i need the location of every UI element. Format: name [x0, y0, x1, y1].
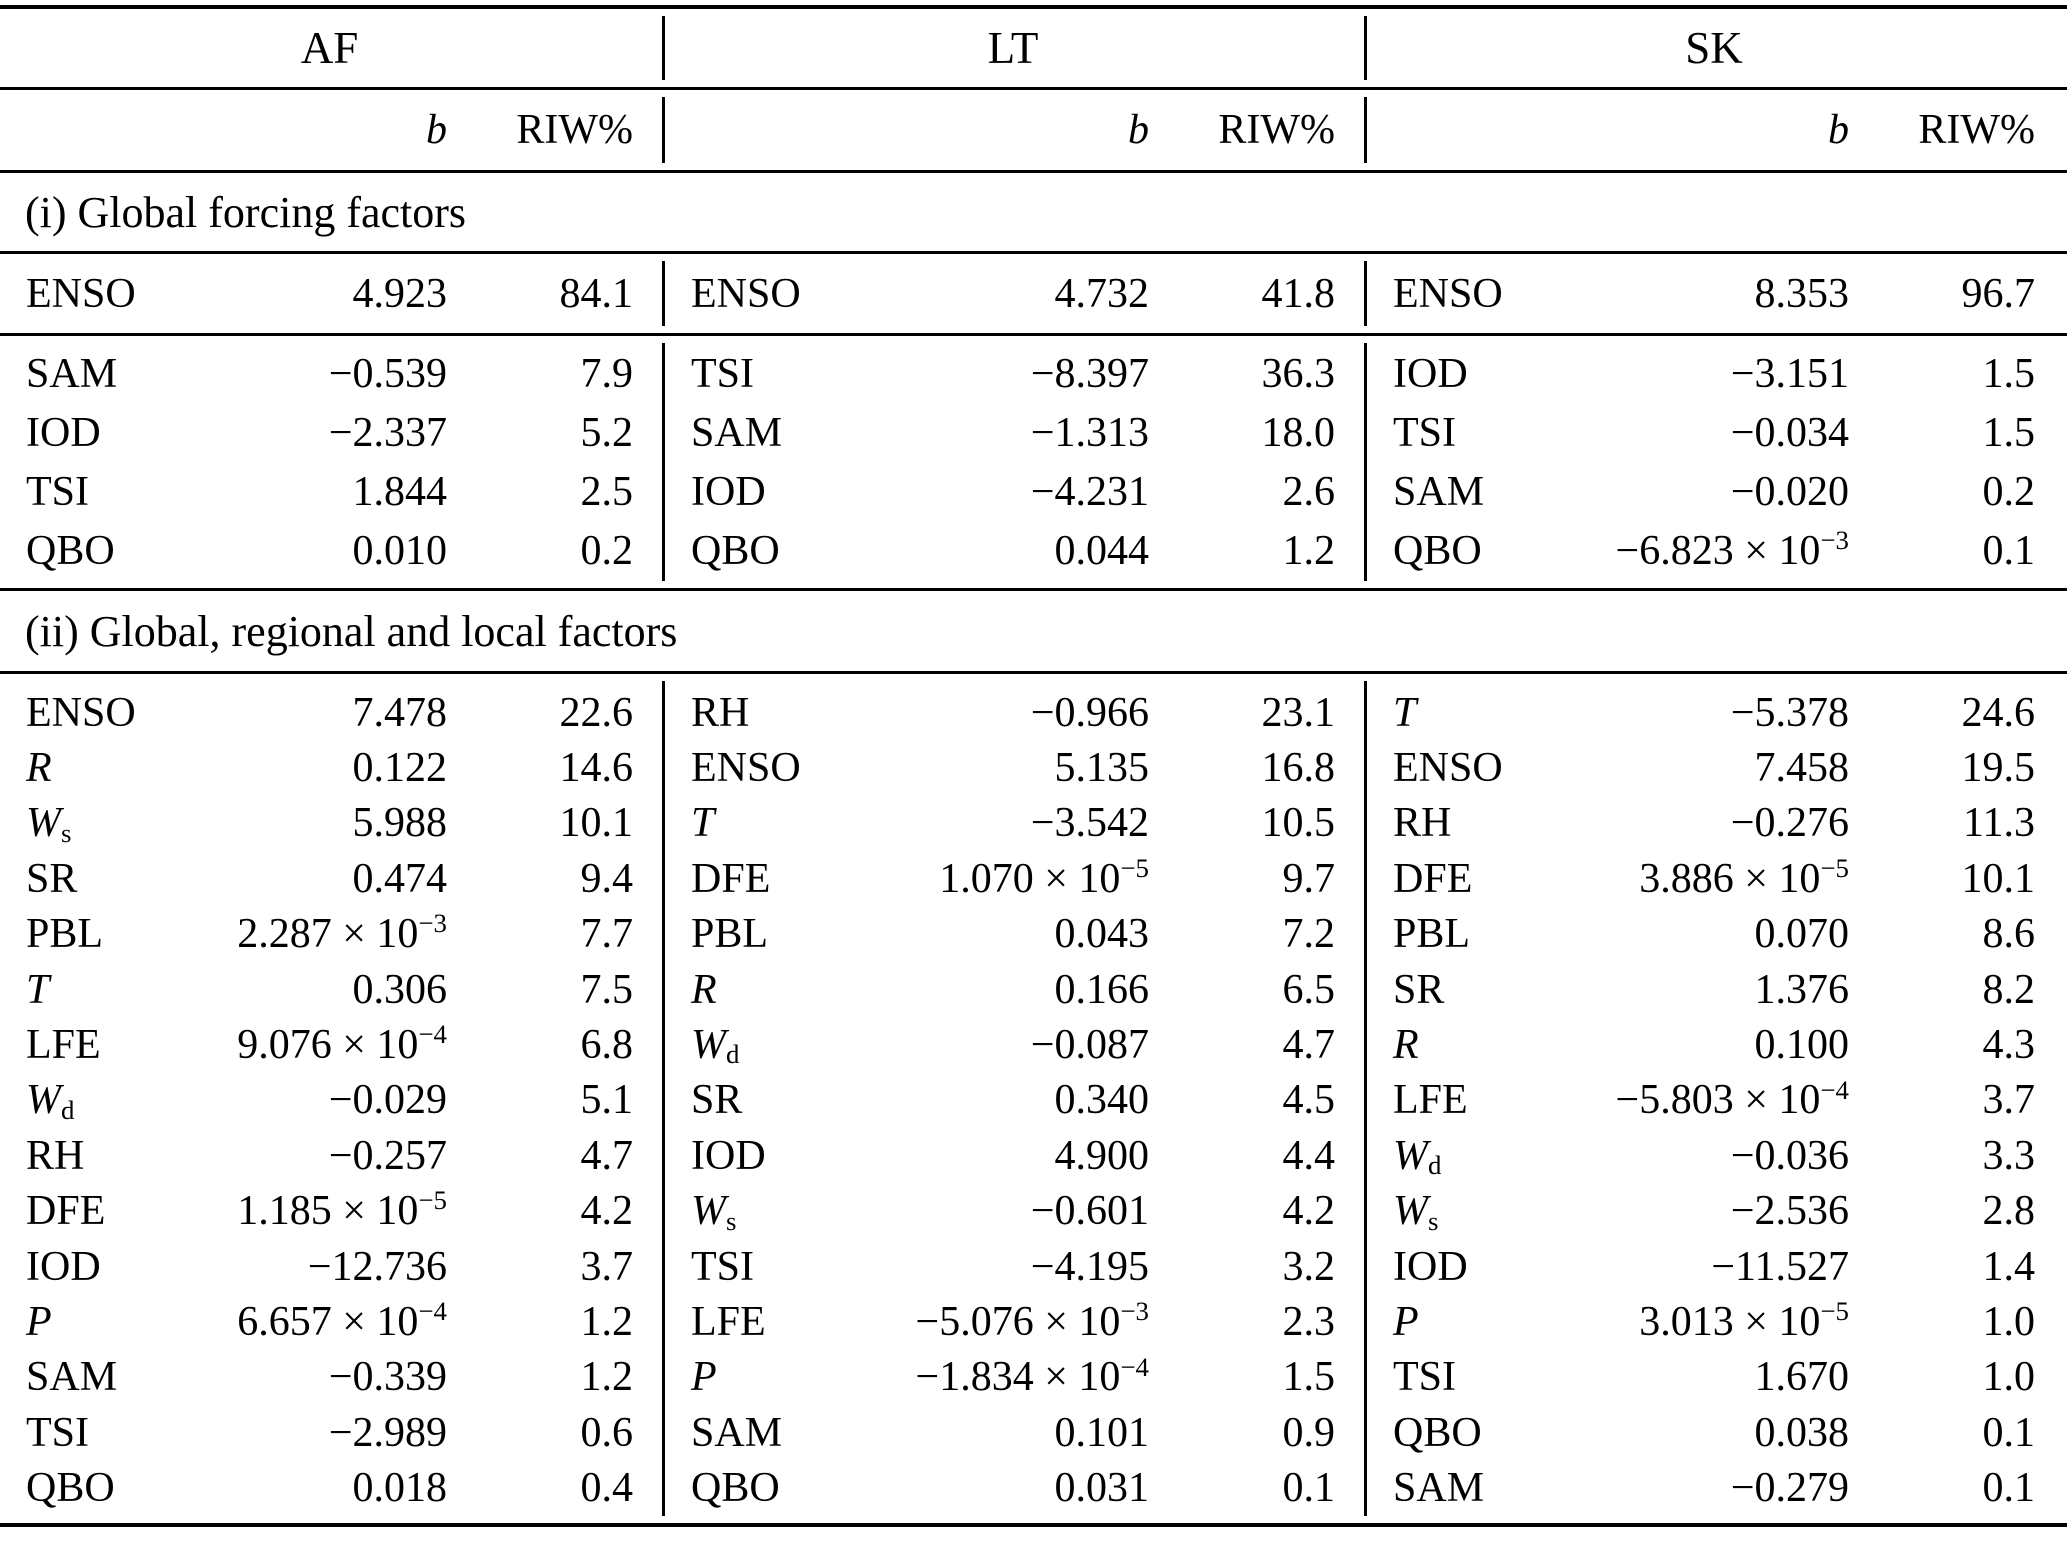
column-group — [665, 254, 1367, 333]
variable-symbol: PBL — [1393, 911, 1471, 958]
variable-label — [691, 1076, 864, 1124]
b-value: 7.458 — [1754, 745, 1849, 792]
variable-symbol: TSI — [691, 1243, 754, 1290]
b-value: −0.279 — [1730, 1465, 1849, 1512]
variable-symbol: TSI — [1393, 1354, 1456, 1401]
riw-value: 0.1 — [1982, 527, 2035, 574]
b-value: 4.732 — [1054, 270, 1149, 317]
riw-value: 0.2 — [580, 527, 633, 574]
b-value: $9.076 \times 10^{-4}$ — [237, 1019, 447, 1069]
riw-value: 4.7 — [580, 1132, 633, 1179]
variable-label — [1393, 527, 1564, 575]
variable-label — [691, 1298, 864, 1346]
b-value: 0.018 — [352, 1465, 447, 1512]
col-header-riw: RIW% — [1918, 107, 2035, 153]
riw-value: 4.5 — [1282, 1077, 1335, 1124]
variable-label — [26, 1409, 162, 1457]
exponent: −3 — [418, 908, 447, 939]
b-value: 0.031 — [1054, 1465, 1149, 1512]
variable-label — [1393, 1187, 1564, 1235]
b-value: $1.185 \times 10^{-5}$ — [237, 1185, 447, 1235]
variable-symbol: ENSO — [691, 270, 801, 317]
variable-label — [691, 1132, 864, 1180]
b-value: 0.474 — [352, 855, 447, 902]
column-group — [1367, 254, 2067, 333]
variable-label — [1393, 1076, 1564, 1124]
variable-label — [26, 468, 162, 516]
variable-symbol: LFE — [1393, 1077, 1468, 1124]
b-value: −0.339 — [328, 1354, 447, 1401]
variable-symbol: DFE — [1393, 855, 1473, 902]
variable-label — [26, 1076, 162, 1124]
riw-value: 10.1 — [1961, 855, 2035, 902]
variable-symbol: T — [1393, 689, 1417, 736]
b-value: 8.353 — [1754, 270, 1849, 317]
b-value: 5.988 — [352, 800, 447, 847]
riw-value: 0.9 — [1282, 1409, 1335, 1456]
riw-value: 1.2 — [1282, 527, 1335, 574]
b-value: $6.657 \times 10^{-4}$ — [237, 1296, 447, 1345]
variable-symbol: QBO — [691, 527, 780, 574]
riw-value: 9.7 — [1282, 855, 1335, 902]
variable-symbol: TSI — [1393, 409, 1456, 456]
b-value: −4.231 — [1030, 468, 1149, 515]
group-header-label: AF — [300, 23, 359, 73]
variable-symbol: RH — [691, 689, 750, 736]
b-value: −2.989 — [328, 1409, 447, 1456]
exponent: −5 — [418, 1185, 447, 1216]
riw-value: 84.1 — [559, 270, 633, 317]
b-value: $-6.823 \times 10^{-3}$ — [1615, 524, 1849, 574]
variable-symbol: SAM — [1393, 1465, 1485, 1512]
riw-value: 0.2 — [1982, 468, 2035, 515]
riw-value: 2.3 — [1282, 1298, 1335, 1345]
riw-value: 4.4 — [1282, 1132, 1335, 1179]
b-value: 0.010 — [352, 527, 447, 574]
b-value: −4.195 — [1030, 1243, 1149, 1290]
variable-label — [1393, 409, 1564, 457]
riw-value: 1.0 — [1982, 1354, 2035, 1401]
b-value: −0.029 — [328, 1077, 447, 1124]
exponent: −5 — [1820, 853, 1849, 884]
variable-symbol: SAM — [691, 409, 783, 456]
variable-symbol: QBO — [26, 1465, 115, 1512]
exponent: −4 — [1820, 1074, 1849, 1105]
b-value: 0.043 — [1054, 911, 1149, 958]
b-value: −0.087 — [1030, 1022, 1149, 1069]
b-value: 1.844 — [352, 468, 447, 515]
variable-label — [1393, 468, 1564, 516]
riw-value: 4.3 — [1982, 1022, 2035, 1069]
variable-label — [691, 1353, 864, 1401]
b-value: 0.038 — [1754, 1409, 1849, 1456]
b-value: 0.101 — [1054, 1409, 1149, 1456]
variable-label — [691, 966, 864, 1014]
variable-label — [691, 1464, 864, 1512]
column-group — [0, 674, 665, 1523]
riw-value: 14.6 — [559, 745, 633, 792]
variable-label — [26, 409, 162, 457]
riw-value: 7.9 — [580, 350, 633, 397]
variable-symbol: QBO — [1393, 527, 1482, 574]
variable-symbol: SAM — [1393, 468, 1485, 515]
b-value: −0.034 — [1730, 409, 1849, 456]
variable-label — [691, 855, 864, 903]
variable-subscript: s — [61, 817, 72, 848]
variable-label — [1393, 270, 1564, 318]
b-value: 1.376 — [1754, 966, 1849, 1013]
riw-value: 8.6 — [1982, 911, 2035, 958]
b-value: 0.122 — [352, 745, 447, 792]
riw-value: 0.1 — [1982, 1465, 2035, 1512]
column-group — [0, 336, 665, 588]
column-header-row — [0, 90, 2067, 170]
variable-symbol: W — [1393, 1132, 1428, 1179]
col-header-b: b — [426, 107, 447, 153]
variable-symbol: TSI — [26, 468, 89, 515]
variable-label — [1393, 910, 1564, 958]
riw-value: 4.2 — [1282, 1188, 1335, 1235]
riw-value: 8.2 — [1982, 966, 2035, 1013]
variable-subscript: s — [1428, 1205, 1439, 1236]
variable-label — [26, 1298, 162, 1346]
riw-value: 1.5 — [1982, 350, 2035, 397]
riw-value: 1.2 — [580, 1354, 633, 1401]
riw-value: 6.5 — [1282, 966, 1335, 1013]
b-value: −0.020 — [1730, 468, 1849, 515]
riw-value: 3.7 — [580, 1243, 633, 1290]
variable-label — [26, 1021, 162, 1069]
riw-value: 36.3 — [1261, 350, 1335, 397]
variable-symbol: SAM — [26, 350, 118, 397]
column-group — [665, 674, 1367, 1523]
variable-symbol: R — [26, 745, 52, 792]
b-value: 0.044 — [1054, 527, 1149, 574]
variable-subscript: d — [61, 1094, 75, 1125]
variable-symbol: RH — [26, 1132, 85, 1179]
riw-value: 10.5 — [1261, 800, 1335, 847]
b-value: $-5.803 \times 10^{-4}$ — [1615, 1074, 1849, 1124]
variable-label — [691, 1021, 864, 1069]
riw-value: 0.1 — [1982, 1409, 2035, 1456]
group-header-label: SK — [1685, 23, 1743, 73]
variable-label — [1393, 350, 1564, 398]
variable-symbol: W — [26, 1077, 61, 1124]
exponent: −4 — [418, 1296, 447, 1327]
variable-label — [1393, 855, 1564, 903]
col-header-b: b — [1828, 107, 1849, 153]
variable-label — [1393, 799, 1564, 847]
variable-symbol: DFE — [691, 855, 771, 902]
b-value: −0.276 — [1730, 800, 1849, 847]
riw-value: 2.8 — [1982, 1188, 2035, 1235]
section-i-enso-row-band — [0, 254, 2067, 333]
variable-symbol: P — [1393, 1298, 1419, 1345]
b-value: $1.070 \times 10^{-5}$ — [939, 853, 1149, 902]
b-value: 5.135 — [1054, 745, 1149, 792]
variable-symbol: TSI — [691, 350, 754, 397]
column-group — [1367, 674, 2067, 1523]
section-ii-label — [0, 591, 2067, 671]
group-header-row — [0, 9, 2067, 87]
variable-label — [1393, 1464, 1564, 1512]
column-group — [665, 336, 1367, 588]
riw-value: 23.1 — [1261, 689, 1335, 736]
b-value: 0.306 — [352, 966, 447, 1013]
col-header-riw: RIW% — [1218, 107, 1335, 153]
variable-symbol: TSI — [26, 1409, 89, 1456]
b-value: $2.287 \times 10^{-3}$ — [237, 908, 447, 958]
section-i-label — [0, 173, 2067, 251]
riw-value: 4.2 — [580, 1188, 633, 1235]
variable-label — [691, 689, 864, 737]
riw-value: 22.6 — [559, 689, 633, 736]
variable-label — [26, 744, 162, 792]
riw-value: 24.6 — [1961, 689, 2035, 736]
variable-symbol: P — [26, 1298, 52, 1345]
variable-label — [26, 1464, 162, 1512]
variable-label — [26, 270, 162, 318]
b-value: −5.378 — [1730, 689, 1849, 736]
variable-symbol: RH — [1393, 800, 1452, 847]
variable-symbol: ENSO — [691, 745, 801, 792]
variable-symbol: IOD — [26, 409, 101, 456]
variable-label — [691, 910, 864, 958]
variable-symbol: SR — [691, 1077, 743, 1124]
section-i-rows-band — [0, 336, 2067, 588]
variable-symbol: ENSO — [1393, 270, 1503, 317]
b-value: 0.340 — [1054, 1077, 1149, 1124]
variable-symbol: IOD — [1393, 350, 1468, 397]
b-value: 1.670 — [1754, 1354, 1849, 1401]
variable-symbol: W — [26, 800, 61, 847]
exponent: −5 — [1820, 1296, 1849, 1327]
b-value: −0.601 — [1030, 1188, 1149, 1235]
column-group — [1367, 90, 2067, 170]
variable-label — [1393, 1243, 1564, 1291]
variable-label — [691, 270, 864, 318]
variable-label — [691, 350, 864, 398]
section-ii-rows-band — [0, 674, 2067, 1523]
variable-symbol: LFE — [691, 1298, 766, 1345]
b-value: 7.478 — [352, 689, 447, 736]
riw-value: 1.4 — [1982, 1243, 2035, 1290]
riw-value: 10.1 — [559, 800, 633, 847]
variable-label — [26, 1187, 162, 1235]
col-header-b: b — [1128, 107, 1149, 153]
riw-value: 2.5 — [580, 468, 633, 515]
variable-label — [26, 527, 162, 575]
riw-value: 0.6 — [580, 1409, 633, 1456]
riw-value: 5.1 — [580, 1077, 633, 1124]
variable-label — [26, 855, 162, 903]
riw-value: 4.7 — [1282, 1022, 1335, 1069]
variable-symbol: IOD — [1393, 1243, 1468, 1290]
b-value: −3.542 — [1030, 800, 1149, 847]
b-value: −8.397 — [1030, 350, 1149, 397]
variable-symbol: ENSO — [26, 689, 136, 736]
riw-value: 7.2 — [1282, 911, 1335, 958]
variable-symbol: IOD — [691, 468, 766, 515]
section-ii-label-text: (ii) Global, regional and local factors — [25, 606, 678, 656]
exponent: −4 — [1120, 1351, 1149, 1382]
variable-symbol: DFE — [26, 1188, 106, 1235]
b-value: −2.337 — [328, 409, 447, 456]
variable-symbol: SAM — [691, 1409, 783, 1456]
b-value: −11.527 — [1711, 1243, 1849, 1290]
variable-symbol: SR — [26, 855, 78, 902]
riw-value: 3.7 — [1982, 1077, 2035, 1124]
riw-value: 18.0 — [1261, 409, 1335, 456]
variable-label — [691, 1409, 864, 1457]
riw-value: 0.4 — [580, 1465, 633, 1512]
riw-value: 96.7 — [1961, 270, 2035, 317]
b-value: $3.886 \times 10^{-5}$ — [1639, 853, 1849, 902]
b-value: −0.036 — [1730, 1132, 1849, 1179]
variable-symbol: R — [1393, 1022, 1419, 1069]
variable-symbol: SAM — [26, 1354, 118, 1401]
variable-symbol: T — [691, 800, 715, 847]
b-value: $3.013 \times 10^{-5}$ — [1639, 1296, 1849, 1345]
variable-symbol: PBL — [691, 911, 769, 958]
variable-symbol: ENSO — [1393, 745, 1503, 792]
variable-label — [1393, 1298, 1564, 1346]
b-value: −2.536 — [1730, 1188, 1849, 1235]
b-value: $-5.076 \times 10^{-3}$ — [915, 1296, 1149, 1345]
variable-symbol: W — [691, 1022, 726, 1069]
riw-value: 1.5 — [1282, 1354, 1335, 1401]
section-i-label-text: (i) Global forcing factors — [25, 187, 467, 237]
column-group — [1367, 336, 2067, 588]
variable-label — [26, 1243, 162, 1291]
riw-value: 0.1 — [1282, 1465, 1335, 1512]
variable-symbol: T — [26, 966, 50, 1013]
riw-value: 7.5 — [580, 966, 633, 1013]
b-value: −12.736 — [307, 1243, 447, 1290]
variable-label — [691, 409, 864, 457]
variable-label — [26, 1132, 162, 1180]
variable-label — [26, 799, 162, 847]
column-group — [0, 9, 665, 87]
column-group — [0, 90, 665, 170]
variable-symbol: QBO — [691, 1465, 780, 1512]
b-value: −0.966 — [1030, 689, 1149, 736]
variable-symbol: IOD — [26, 1243, 101, 1290]
variable-label — [1393, 1021, 1564, 1069]
column-group — [0, 254, 665, 333]
variable-symbol: W — [691, 1188, 726, 1235]
variable-symbol: P — [691, 1354, 717, 1401]
riw-value: 5.2 — [580, 409, 633, 456]
exponent: −5 — [1120, 853, 1149, 884]
riw-value: 19.5 — [1961, 745, 2035, 792]
variable-label — [1393, 1353, 1564, 1401]
variable-label — [26, 350, 162, 398]
variable-label — [1393, 966, 1564, 1014]
variable-subscript: s — [726, 1205, 737, 1236]
b-value: 0.070 — [1754, 911, 1849, 958]
variable-symbol: SR — [1393, 966, 1445, 1013]
variable-label — [26, 910, 162, 958]
riw-value: 6.8 — [580, 1022, 633, 1069]
variable-label — [691, 799, 864, 847]
riw-value: 2.6 — [1282, 468, 1335, 515]
b-value: 4.900 — [1054, 1132, 1149, 1179]
variable-symbol: W — [1393, 1188, 1428, 1235]
variable-label — [691, 527, 864, 575]
exponent: −3 — [1120, 1296, 1149, 1327]
riw-value: 7.7 — [580, 911, 633, 958]
column-group — [1367, 9, 2067, 87]
variable-symbol: QBO — [26, 527, 115, 574]
variable-subscript: d — [1428, 1150, 1442, 1181]
column-group — [665, 9, 1367, 87]
exponent: −4 — [418, 1019, 447, 1050]
bottom-margin — [0, 1527, 2067, 1549]
riw-value: 1.5 — [1982, 409, 2035, 456]
variable-symbol: IOD — [691, 1132, 766, 1179]
variable-label — [1393, 744, 1564, 792]
b-value: 0.100 — [1754, 1022, 1849, 1069]
variable-label — [26, 1353, 162, 1401]
riw-value: 41.8 — [1261, 270, 1335, 317]
variable-label — [26, 966, 162, 1014]
column-group — [665, 90, 1367, 170]
riw-value: 16.8 — [1261, 745, 1335, 792]
group-header-label: LT — [987, 23, 1039, 73]
variable-label — [1393, 1132, 1564, 1180]
variable-subscript: d — [726, 1039, 740, 1070]
variable-label — [26, 689, 162, 737]
b-value: −0.257 — [328, 1132, 447, 1179]
variable-label — [1393, 1409, 1564, 1457]
riw-value: 3.2 — [1282, 1243, 1335, 1290]
variable-label — [691, 468, 864, 516]
variable-symbol: PBL — [26, 911, 104, 958]
riw-value: 1.2 — [580, 1298, 633, 1345]
variable-symbol: R — [691, 966, 717, 1013]
riw-value: 11.3 — [1963, 800, 2035, 847]
variable-label — [691, 744, 864, 792]
variable-label — [691, 1187, 864, 1235]
b-value: −1.313 — [1030, 409, 1149, 456]
b-value: 0.166 — [1054, 966, 1149, 1013]
riw-value: 3.3 — [1982, 1132, 2035, 1179]
variable-symbol: ENSO — [26, 270, 136, 317]
col-header-riw: RIW% — [516, 107, 633, 153]
b-value: 4.923 — [352, 270, 447, 317]
b-value: $-1.834 \times 10^{-4}$ — [915, 1351, 1149, 1401]
exponent: −3 — [1820, 524, 1849, 555]
riw-value: 1.0 — [1982, 1298, 2035, 1345]
b-value: −3.151 — [1730, 350, 1849, 397]
variable-symbol: QBO — [1393, 1409, 1482, 1456]
variable-symbol: LFE — [26, 1022, 101, 1069]
variable-label — [691, 1243, 864, 1291]
riw-value: 9.4 — [580, 855, 633, 902]
variable-label — [1393, 689, 1564, 737]
b-value: −0.539 — [328, 350, 447, 397]
